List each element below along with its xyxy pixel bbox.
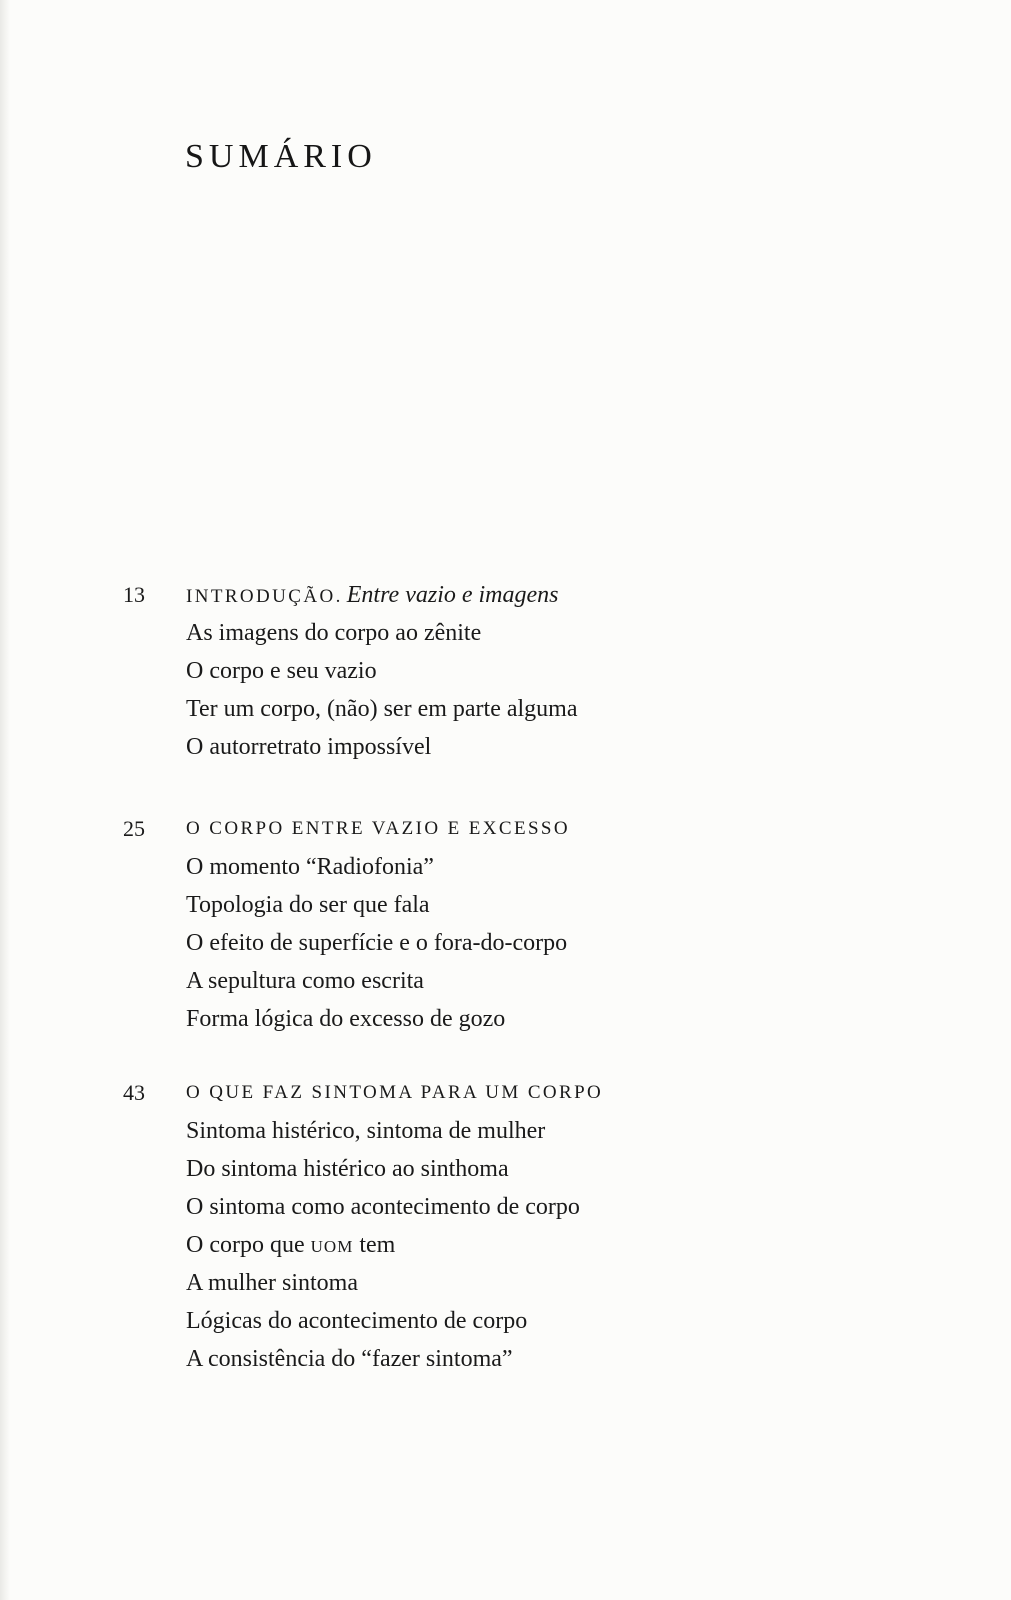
toc-section-o-que-faz-sintoma bbox=[0, 1074, 1011, 1378]
toc-entry: A consistência do “fazer sintoma” bbox=[186, 1346, 513, 1372]
toc-entry: Do sintoma histérico ao sinthoma bbox=[186, 1156, 509, 1182]
section-page-number: 25 bbox=[123, 816, 145, 841]
entry-text-after: tem bbox=[353, 1232, 396, 1258]
toc-entry: O momento “Radiofonia” bbox=[186, 854, 434, 880]
section-title: O CORPO ENTRE VAZIO E EXCESSO bbox=[186, 818, 571, 839]
toc-entry: Lógicas do acontecimento de corpo bbox=[186, 1308, 528, 1334]
section-heading-row bbox=[0, 1074, 1011, 1112]
section-subtitle: Entre vazio e imagens bbox=[346, 582, 559, 608]
section-page-number: 13 bbox=[123, 582, 145, 607]
entry-text-before: O corpo que bbox=[186, 1232, 311, 1258]
section-items bbox=[186, 614, 1011, 766]
toc-entry: O efeito de superfície e o fora-do-corpo bbox=[186, 930, 568, 956]
toc-entry: Forma lógica do excesso de gozo bbox=[186, 1006, 506, 1032]
toc-entry: O sintoma como acontecimento de corpo bbox=[186, 1194, 580, 1220]
toc-section-introducao bbox=[0, 576, 1011, 766]
toc-entry: Sintoma histérico, sintoma de mulher bbox=[186, 1118, 546, 1144]
toc-entry: O autorretrato impossível bbox=[186, 734, 432, 760]
toc-entry: O corpo e seu vazio bbox=[186, 658, 377, 684]
toc-section-corpo-entre-vazio-e-excesso bbox=[0, 810, 1011, 1038]
section-heading-row bbox=[0, 810, 1011, 848]
section-title bbox=[186, 576, 559, 616]
section-heading-row bbox=[0, 576, 1011, 614]
toc-entry: As imagens do corpo ao zênite bbox=[186, 620, 482, 646]
section-page-number: 43 bbox=[123, 1080, 145, 1105]
section-title: O QUE FAZ SINTOMA PARA UM CORPO bbox=[186, 1082, 604, 1103]
section-items bbox=[186, 1112, 1011, 1378]
section-title-text: INTRODUÇÃO. bbox=[186, 586, 343, 607]
toc-entry: A mulher sintoma bbox=[186, 1270, 358, 1296]
entry-smallcaps-uom: UOM bbox=[310, 1237, 354, 1256]
toc-entry-uom bbox=[186, 1226, 1011, 1264]
toc-entry: Topologia do ser que fala bbox=[186, 892, 430, 918]
toc-entry: A sepultura como escrita bbox=[186, 968, 424, 994]
page-title: SUMÁRIO bbox=[185, 138, 377, 175]
toc-entry: Ter um corpo, (não) ser em parte alguma bbox=[186, 696, 578, 722]
section-items bbox=[186, 848, 1011, 1038]
